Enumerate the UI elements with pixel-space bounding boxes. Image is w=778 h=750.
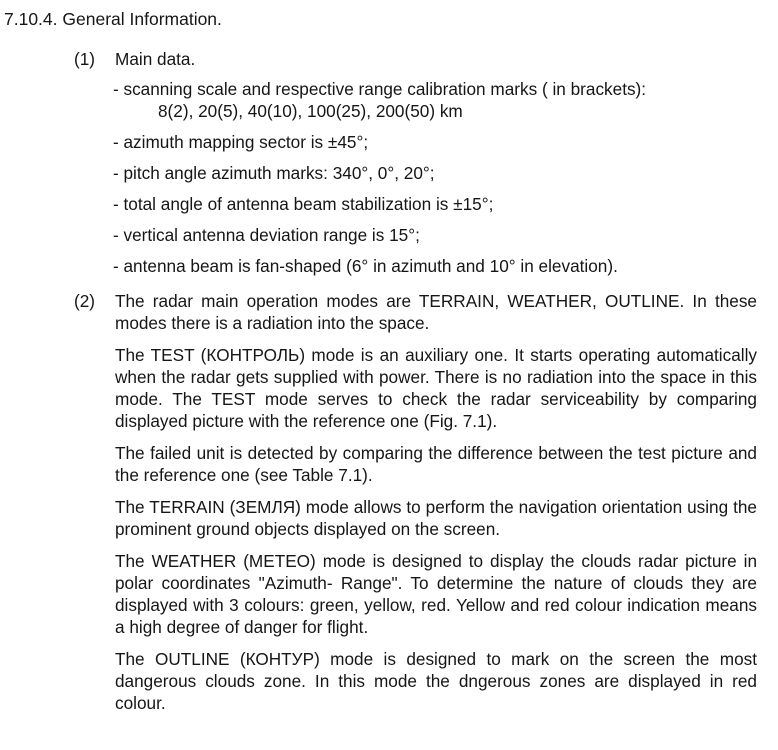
paragraph-outline-mode: The OUTLINE (КОНТУР) mode is designed to mark on the screen the most dangerous clouds zone. In this mode the dngerous zones are displayed in red colour.	[115, 649, 757, 713]
list-item-text: - antenna beam is fan-shaped (6° in azimuth and 10° in elevation).	[113, 256, 618, 276]
list-item-text: - azimuth mapping sector is ±45°;	[113, 132, 369, 152]
section1-title: Main data.	[115, 49, 196, 69]
list-item	[113, 78, 758, 122]
list-item	[113, 162, 758, 184]
paragraph-terrain-mode: The TERRAIN (ЗЕМЛЯ) mode allows to perform the navigation orientation using the prominent ground objects displayed on the screen.	[115, 497, 757, 539]
section-heading: 7.10.4. General Information.	[4, 9, 222, 29]
paragraph-weather-mode: The WEATHER (МЕТЕО) mode is designed to display the clouds radar picture in polar coordinates "Azimuth- Range". To determine the nature of clouds they are displayed with 3 colours: green, yellow, red. Yellow and red colour indication means a high degree of danger for flight.	[115, 551, 757, 637]
main-data-list	[113, 78, 758, 286]
list-item-continuation: 8(2), 20(5), 40(10), 100(25), 200(50) km	[158, 101, 463, 121]
list-item	[113, 193, 758, 215]
list-item-text: - total angle of antenna beam stabilization is ±15°;	[113, 194, 494, 214]
list-item-text: - vertical antenna deviation range is 15°;	[113, 225, 420, 245]
list-item-text: - scanning scale and respective range calibration marks ( in brackets):	[113, 79, 647, 99]
paragraph-modes: The radar main operation modes are TERRAIN, WEATHER, OUTLINE. In these modes there is a radiation into the space.	[115, 291, 757, 333]
section1-number: (1)	[74, 49, 96, 69]
list-item	[113, 131, 758, 153]
list-item	[113, 224, 758, 246]
paragraph-failed-unit: The failed unit is detected by comparing the difference between the test picture and the reference one (see Table 7.1).	[115, 443, 757, 485]
section2-body	[115, 290, 757, 724]
list-item-text: - pitch angle azimuth marks: 340°, 0°, 20°;	[113, 163, 435, 183]
section2-number: (2)	[74, 291, 96, 311]
list-item	[113, 255, 758, 277]
paragraph-test-mode: The TEST (КОНТРОЛЬ) mode is an auxiliary one. It starts operating automatically when the radar gets supplied with power. There is no radiation into the space in this mode. The TEST mode serves to check the radar serviceability by comparing displayed picture with the reference one (Fig. 7.1).	[115, 345, 757, 431]
